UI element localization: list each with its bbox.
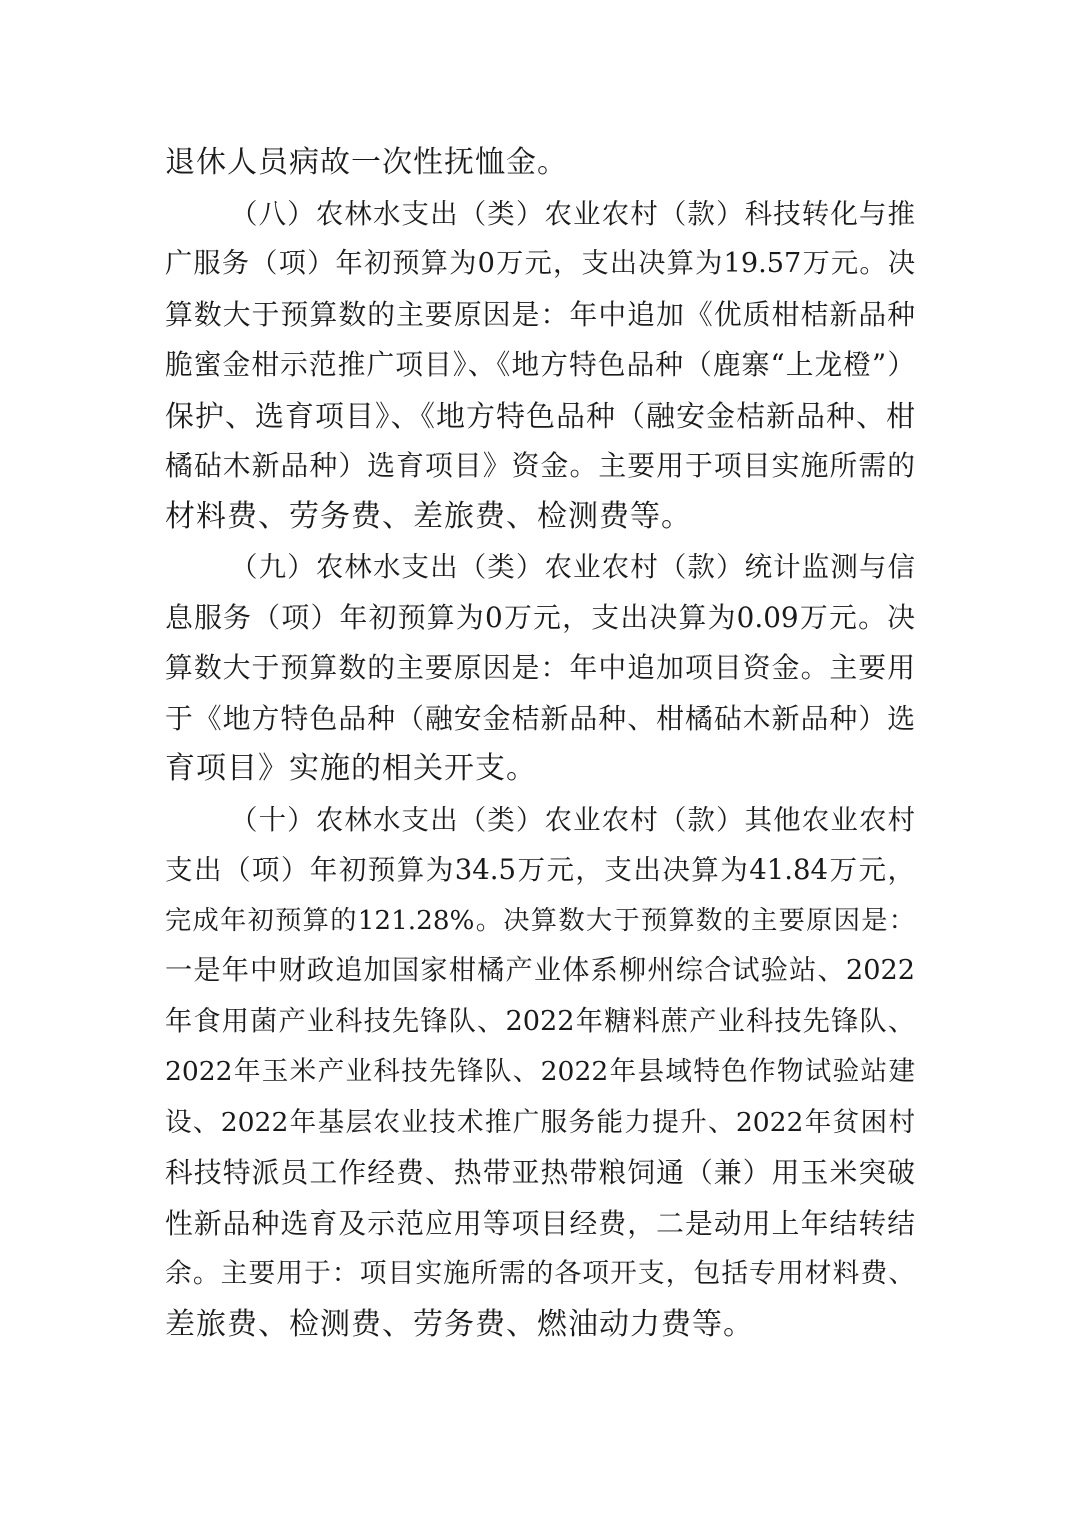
text-line: 完成年初预算的121.28%。决算数大于预算数的主要原因是：	[165, 905, 915, 936]
text-line: 算数大于预算数的主要原因是：年中追加《优质柑桔新品种	[165, 297, 915, 331]
text-line: 保护、选育项目》、《地方特色品种（融安金桔新品种、柑	[165, 398, 915, 433]
paragraph-item-9	[165, 542, 915, 795]
text-line: 广服务（项）年初预算为0万元，支出决算为19.57万元。决	[165, 248, 915, 279]
text-line: 橘砧木新品种）选育项目》资金。主要用于项目实施所需的	[165, 449, 915, 482]
document-body	[165, 138, 915, 1350]
text-line: 育项目》实施的相关开支。	[165, 751, 537, 786]
text-line: （十）农林水支出（类）农业农村（款）其他农业农村	[230, 803, 915, 836]
paragraph-item-8	[165, 189, 915, 543]
text-line: 余。主要用于：项目实施所需的各项开支，包括专用材料费、	[165, 1258, 915, 1289]
text-line: 差旅费、检测费、劳务费、燃油动力费等。	[165, 1306, 754, 1342]
text-line: 算数大于预算数的主要原因是：年中追加项目资金。主要用	[165, 651, 915, 684]
text-line: （八）农林水支出（类）农业农村（款）科技转化与推	[230, 197, 915, 230]
text-line: 一是年中财政追加国家柑橘产业体系柳州综合试验站、2022	[165, 955, 915, 986]
text-line: 设、2022年基层农业技术推广服务能力提升、2022年贫困村	[165, 1106, 915, 1138]
text-line: （九）农林水支出（类）农业农村（款）统计监测与信	[230, 551, 915, 583]
text-line: 息服务（项）年初预算为0万元，支出决算为0.09万元。决	[165, 600, 915, 634]
paragraph-item-10	[165, 795, 915, 1351]
paragraph-continuation	[165, 138, 915, 189]
text-line: 科技特派员工作经费、热带亚热带粮饲通（兼）用玉米突破	[165, 1156, 915, 1189]
text-line: 支出（项）年初预算为34.5万元，支出决算为41.84万元，	[165, 854, 915, 886]
text-line: 于《地方特色品种（融安金桔新品种、柑橘砧木新品种）选	[165, 701, 915, 735]
text-line: 2022年玉米产业科技先锋队、2022年县域特色作物试验站建	[165, 1056, 915, 1087]
text-line: 退休人员病故一次性抚恤金。	[165, 145, 568, 180]
text-line: 脆蜜金柑示范推广项目》、《地方特色品种（鹿寨“上龙橙”）	[165, 348, 915, 381]
text-line: 年食用菌产业科技先锋队、2022年糖料蔗产业科技先锋队、	[165, 1005, 915, 1037]
text-line: 性新品种选育及示范应用等项目经费，二是动用上年结转结	[165, 1206, 915, 1240]
text-line: 材料费、劳务费、差旅费、检测费等。	[165, 498, 692, 534]
